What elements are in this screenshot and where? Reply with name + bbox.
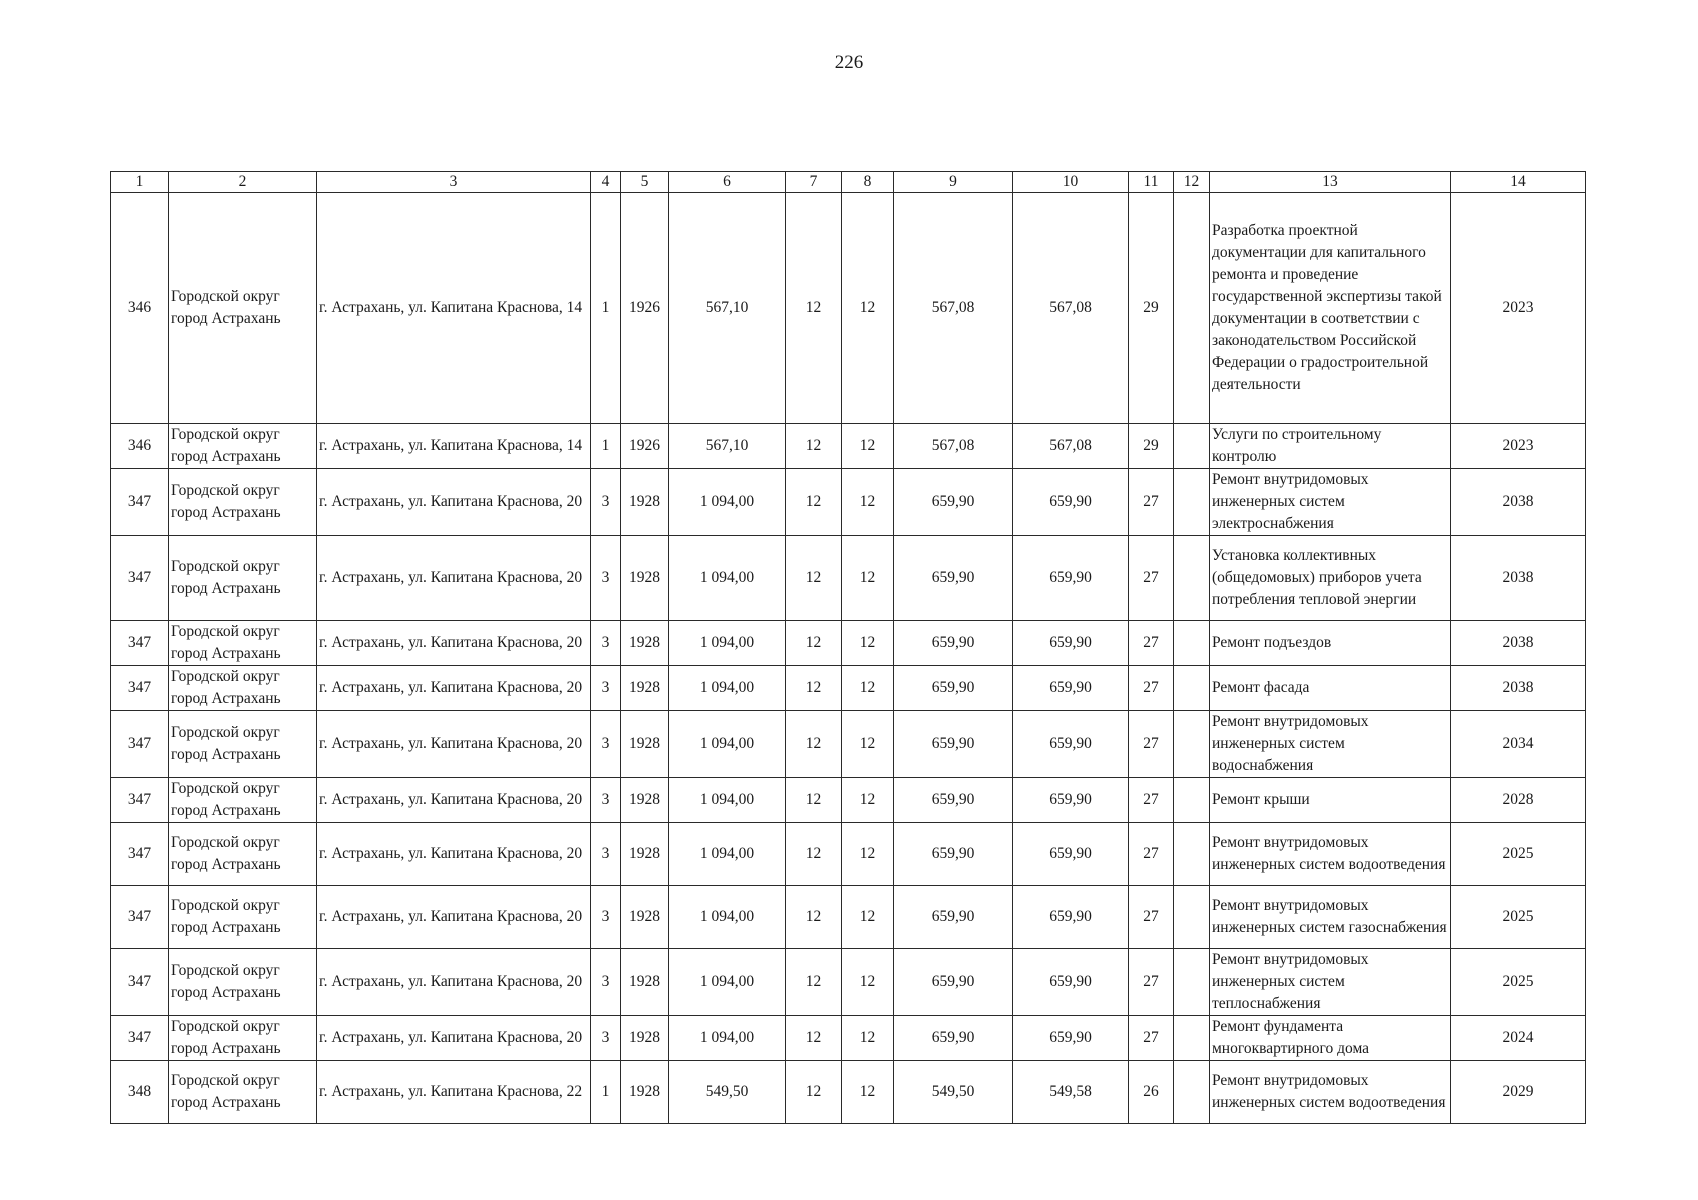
- column-10-cell: 567,08: [1013, 424, 1129, 469]
- total-area-cell: 549,50: [669, 1061, 786, 1124]
- column-9-cell: 659,90: [894, 1016, 1013, 1061]
- column-4-cell: 3: [591, 949, 621, 1016]
- municipality-cell: Городской округ город Астрахань: [169, 469, 317, 536]
- address-cell: г. Астрахань, ул. Капитана Краснова, 20: [317, 823, 591, 886]
- column-4-cell: 3: [591, 469, 621, 536]
- column-11-cell: 27: [1129, 666, 1174, 711]
- column-10-cell: 659,90: [1013, 1016, 1129, 1061]
- column-7-cell: 12: [786, 469, 842, 536]
- address-cell: г. Астрахань, ул. Капитана Краснова, 22: [317, 1061, 591, 1124]
- column-header: 4: [591, 172, 621, 193]
- column-11-cell: 27: [1129, 886, 1174, 949]
- column-8-cell: 12: [842, 1061, 894, 1124]
- address-cell: г. Астрахань, ул. Капитана Краснова, 20: [317, 1016, 591, 1061]
- column-12-cell: [1174, 886, 1210, 949]
- municipality-cell: Городской округ город Астрахань: [169, 1061, 317, 1124]
- planned-year-cell: 2038: [1451, 666, 1586, 711]
- column-12-cell: [1174, 424, 1210, 469]
- total-area-cell: 1 094,00: [669, 666, 786, 711]
- column-7-cell: 12: [786, 823, 842, 886]
- column-8-cell: 12: [842, 536, 894, 621]
- municipality-cell: Городской округ город Астрахань: [169, 193, 317, 424]
- total-area-cell: 1 094,00: [669, 778, 786, 823]
- planned-year-cell: 2025: [1451, 823, 1586, 886]
- municipality-cell: Городской округ город Астрахань: [169, 666, 317, 711]
- address-cell: г. Астрахань, ул. Капитана Краснова, 20: [317, 711, 591, 778]
- build-year-cell: 1928: [621, 666, 669, 711]
- row-number-cell: 347: [111, 949, 169, 1016]
- column-8-cell: 12: [842, 711, 894, 778]
- total-area-cell: 1 094,00: [669, 886, 786, 949]
- table-body: [111, 193, 1586, 1124]
- column-header: 12: [1174, 172, 1210, 193]
- address-cell: г. Астрахань, ул. Капитана Краснова, 20: [317, 621, 591, 666]
- column-12-cell: [1174, 469, 1210, 536]
- column-11-cell: 29: [1129, 193, 1174, 424]
- column-8-cell: 12: [842, 886, 894, 949]
- build-year-cell: 1928: [621, 711, 669, 778]
- total-area-cell: 1 094,00: [669, 1016, 786, 1061]
- table-row: [111, 666, 1586, 711]
- column-11-cell: 27: [1129, 949, 1174, 1016]
- column-7-cell: 12: [786, 778, 842, 823]
- column-8-cell: 12: [842, 469, 894, 536]
- column-header: 6: [669, 172, 786, 193]
- column-10-cell: 567,08: [1013, 193, 1129, 424]
- municipality-cell: Городской округ город Астрахань: [169, 536, 317, 621]
- table-row: [111, 424, 1586, 469]
- row-number-cell: 347: [111, 621, 169, 666]
- column-4-cell: 1: [591, 193, 621, 424]
- column-7-cell: 12: [786, 536, 842, 621]
- column-8-cell: 12: [842, 1016, 894, 1061]
- work-type-cell: Разработка проектной документации для капитального ремонта и проведение государственной экспертизы такой документации в соответствии с законодательством Российской Федерации о градостроительной деятельности: [1210, 193, 1451, 424]
- column-12-cell: [1174, 666, 1210, 711]
- column-4-cell: 3: [591, 886, 621, 949]
- address-cell: г. Астрахань, ул. Капитана Краснова, 20: [317, 536, 591, 621]
- total-area-cell: 1 094,00: [669, 711, 786, 778]
- table-row: [111, 536, 1586, 621]
- column-9-cell: 659,90: [894, 536, 1013, 621]
- register-table: [110, 171, 1586, 1124]
- planned-year-cell: 2024: [1451, 1016, 1586, 1061]
- build-year-cell: 1928: [621, 949, 669, 1016]
- column-7-cell: 12: [786, 949, 842, 1016]
- address-cell: г. Астрахань, ул. Капитана Краснова, 20: [317, 778, 591, 823]
- planned-year-cell: 2028: [1451, 778, 1586, 823]
- column-4-cell: 3: [591, 536, 621, 621]
- column-4-cell: 3: [591, 823, 621, 886]
- total-area-cell: 1 094,00: [669, 536, 786, 621]
- municipality-cell: Городской округ город Астрахань: [169, 424, 317, 469]
- column-4-cell: 3: [591, 778, 621, 823]
- column-header: 8: [842, 172, 894, 193]
- column-12-cell: [1174, 536, 1210, 621]
- total-area-cell: 1 094,00: [669, 621, 786, 666]
- column-11-cell: 27: [1129, 536, 1174, 621]
- column-12-cell: [1174, 949, 1210, 1016]
- column-11-cell: 27: [1129, 823, 1174, 886]
- column-8-cell: 12: [842, 666, 894, 711]
- work-type-cell: Ремонт внутридомовых инженерных систем водоснабжения: [1210, 711, 1451, 778]
- column-7-cell: 12: [786, 621, 842, 666]
- build-year-cell: 1928: [621, 621, 669, 666]
- column-12-cell: [1174, 1016, 1210, 1061]
- municipality-cell: Городской округ город Астрахань: [169, 823, 317, 886]
- column-number-row: [111, 172, 1586, 193]
- column-10-cell: 659,90: [1013, 823, 1129, 886]
- column-11-cell: 27: [1129, 711, 1174, 778]
- column-7-cell: 12: [786, 886, 842, 949]
- column-10-cell: 659,90: [1013, 621, 1129, 666]
- column-7-cell: 12: [786, 1061, 842, 1124]
- build-year-cell: 1928: [621, 778, 669, 823]
- column-10-cell: 659,90: [1013, 949, 1129, 1016]
- column-11-cell: 27: [1129, 469, 1174, 536]
- column-12-cell: [1174, 621, 1210, 666]
- column-9-cell: 659,90: [894, 886, 1013, 949]
- row-number-cell: 346: [111, 193, 169, 424]
- page-number: 226: [834, 52, 864, 73]
- column-header: 14: [1451, 172, 1586, 193]
- row-number-cell: 347: [111, 823, 169, 886]
- column-8-cell: 12: [842, 621, 894, 666]
- table-row: [111, 949, 1586, 1016]
- column-9-cell: 659,90: [894, 778, 1013, 823]
- build-year-cell: 1928: [621, 536, 669, 621]
- column-8-cell: 12: [842, 193, 894, 424]
- work-type-cell: Ремонт внутридомовых инженерных систем газоснабжения: [1210, 886, 1451, 949]
- column-4-cell: 3: [591, 711, 621, 778]
- address-cell: г. Астрахань, ул. Капитана Краснова, 20: [317, 886, 591, 949]
- municipality-cell: Городской округ город Астрахань: [169, 1016, 317, 1061]
- column-4-cell: 3: [591, 621, 621, 666]
- work-type-cell: Ремонт внутридомовых инженерных систем теплоснабжения: [1210, 949, 1451, 1016]
- table-row: [111, 469, 1586, 536]
- work-type-cell: Установка коллективных (общедомовых) приборов учета потребления тепловой энергии: [1210, 536, 1451, 621]
- column-7-cell: 12: [786, 666, 842, 711]
- row-number-cell: 347: [111, 666, 169, 711]
- planned-year-cell: 2038: [1451, 536, 1586, 621]
- address-cell: г. Астрахань, ул. Капитана Краснова, 20: [317, 949, 591, 1016]
- work-type-cell: Ремонт внутридомовых инженерных систем электроснабжения: [1210, 469, 1451, 536]
- column-11-cell: 27: [1129, 1016, 1174, 1061]
- build-year-cell: 1928: [621, 1061, 669, 1124]
- work-type-cell: Услуги по строительному контролю: [1210, 424, 1451, 469]
- address-cell: г. Астрахань, ул. Капитана Краснова, 14: [317, 424, 591, 469]
- column-header: 11: [1129, 172, 1174, 193]
- total-area-cell: 1 094,00: [669, 469, 786, 536]
- build-year-cell: 1926: [621, 193, 669, 424]
- column-11-cell: 27: [1129, 621, 1174, 666]
- municipality-cell: Городской округ город Астрахань: [169, 886, 317, 949]
- column-9-cell: 549,50: [894, 1061, 1013, 1124]
- column-7-cell: 12: [786, 193, 842, 424]
- row-number-cell: 347: [111, 711, 169, 778]
- table-row: [111, 1016, 1586, 1061]
- column-9-cell: 659,90: [894, 823, 1013, 886]
- column-header: 3: [317, 172, 591, 193]
- total-area-cell: 567,10: [669, 424, 786, 469]
- table-row: [111, 778, 1586, 823]
- column-11-cell: 29: [1129, 424, 1174, 469]
- planned-year-cell: 2025: [1451, 949, 1586, 1016]
- column-11-cell: 27: [1129, 778, 1174, 823]
- column-9-cell: 567,08: [894, 193, 1013, 424]
- column-9-cell: 567,08: [894, 424, 1013, 469]
- table-row: [111, 193, 1586, 424]
- column-12-cell: [1174, 711, 1210, 778]
- planned-year-cell: 2025: [1451, 886, 1586, 949]
- table-row: [111, 823, 1586, 886]
- build-year-cell: 1928: [621, 469, 669, 536]
- address-cell: г. Астрахань, ул. Капитана Краснова, 14: [317, 193, 591, 424]
- column-8-cell: 12: [842, 949, 894, 1016]
- municipality-cell: Городской округ город Астрахань: [169, 621, 317, 666]
- total-area-cell: 1 094,00: [669, 823, 786, 886]
- build-year-cell: 1928: [621, 886, 669, 949]
- row-number-cell: 347: [111, 886, 169, 949]
- column-9-cell: 659,90: [894, 949, 1013, 1016]
- build-year-cell: 1926: [621, 424, 669, 469]
- planned-year-cell: 2023: [1451, 424, 1586, 469]
- table-row: [111, 1061, 1586, 1124]
- column-10-cell: 659,90: [1013, 711, 1129, 778]
- planned-year-cell: 2023: [1451, 193, 1586, 424]
- column-12-cell: [1174, 778, 1210, 823]
- planned-year-cell: 2029: [1451, 1061, 1586, 1124]
- column-10-cell: 549,58: [1013, 1061, 1129, 1124]
- work-type-cell: Ремонт внутридомовых инженерных систем водоотведения: [1210, 823, 1451, 886]
- column-12-cell: [1174, 823, 1210, 886]
- column-10-cell: 659,90: [1013, 778, 1129, 823]
- column-header: 1: [111, 172, 169, 193]
- column-header: 7: [786, 172, 842, 193]
- build-year-cell: 1928: [621, 823, 669, 886]
- work-type-cell: Ремонт подъездов: [1210, 621, 1451, 666]
- column-12-cell: [1174, 1061, 1210, 1124]
- column-10-cell: 659,90: [1013, 666, 1129, 711]
- row-number-cell: 347: [111, 778, 169, 823]
- column-10-cell: 659,90: [1013, 469, 1129, 536]
- column-8-cell: 12: [842, 424, 894, 469]
- column-8-cell: 12: [842, 823, 894, 886]
- column-4-cell: 1: [591, 424, 621, 469]
- table-row: [111, 886, 1586, 949]
- column-header: 2: [169, 172, 317, 193]
- column-9-cell: 659,90: [894, 711, 1013, 778]
- column-8-cell: 12: [842, 778, 894, 823]
- column-header: 5: [621, 172, 669, 193]
- column-12-cell: [1174, 193, 1210, 424]
- table-row: [111, 621, 1586, 666]
- planned-year-cell: 2034: [1451, 711, 1586, 778]
- column-9-cell: 659,90: [894, 469, 1013, 536]
- total-area-cell: 567,10: [669, 193, 786, 424]
- work-type-cell: Ремонт фундамента многоквартирного дома: [1210, 1016, 1451, 1061]
- column-7-cell: 12: [786, 424, 842, 469]
- column-9-cell: 659,90: [894, 621, 1013, 666]
- column-7-cell: 12: [786, 1016, 842, 1061]
- municipality-cell: Городской округ город Астрахань: [169, 949, 317, 1016]
- table-row: [111, 711, 1586, 778]
- column-4-cell: 3: [591, 1016, 621, 1061]
- row-number-cell: 347: [111, 469, 169, 536]
- build-year-cell: 1928: [621, 1016, 669, 1061]
- column-4-cell: 3: [591, 666, 621, 711]
- column-header: 10: [1013, 172, 1129, 193]
- work-type-cell: Ремонт крыши: [1210, 778, 1451, 823]
- address-cell: г. Астрахань, ул. Капитана Краснова, 20: [317, 469, 591, 536]
- column-10-cell: 659,90: [1013, 886, 1129, 949]
- column-11-cell: 26: [1129, 1061, 1174, 1124]
- municipality-cell: Городской округ город Астрахань: [169, 711, 317, 778]
- planned-year-cell: 2038: [1451, 469, 1586, 536]
- work-type-cell: Ремонт фасада: [1210, 666, 1451, 711]
- row-number-cell: 347: [111, 536, 169, 621]
- column-7-cell: 12: [786, 711, 842, 778]
- total-area-cell: 1 094,00: [669, 949, 786, 1016]
- row-number-cell: 348: [111, 1061, 169, 1124]
- planned-year-cell: 2038: [1451, 621, 1586, 666]
- municipality-cell: Городской округ город Астрахань: [169, 778, 317, 823]
- column-header: 13: [1210, 172, 1451, 193]
- column-10-cell: 659,90: [1013, 536, 1129, 621]
- row-number-cell: 347: [111, 1016, 169, 1061]
- column-4-cell: 1: [591, 1061, 621, 1124]
- address-cell: г. Астрахань, ул. Капитана Краснова, 20: [317, 666, 591, 711]
- column-9-cell: 659,90: [894, 666, 1013, 711]
- row-number-cell: 346: [111, 424, 169, 469]
- column-header: 9: [894, 172, 1013, 193]
- work-type-cell: Ремонт внутридомовых инженерных систем водоотведения: [1210, 1061, 1451, 1124]
